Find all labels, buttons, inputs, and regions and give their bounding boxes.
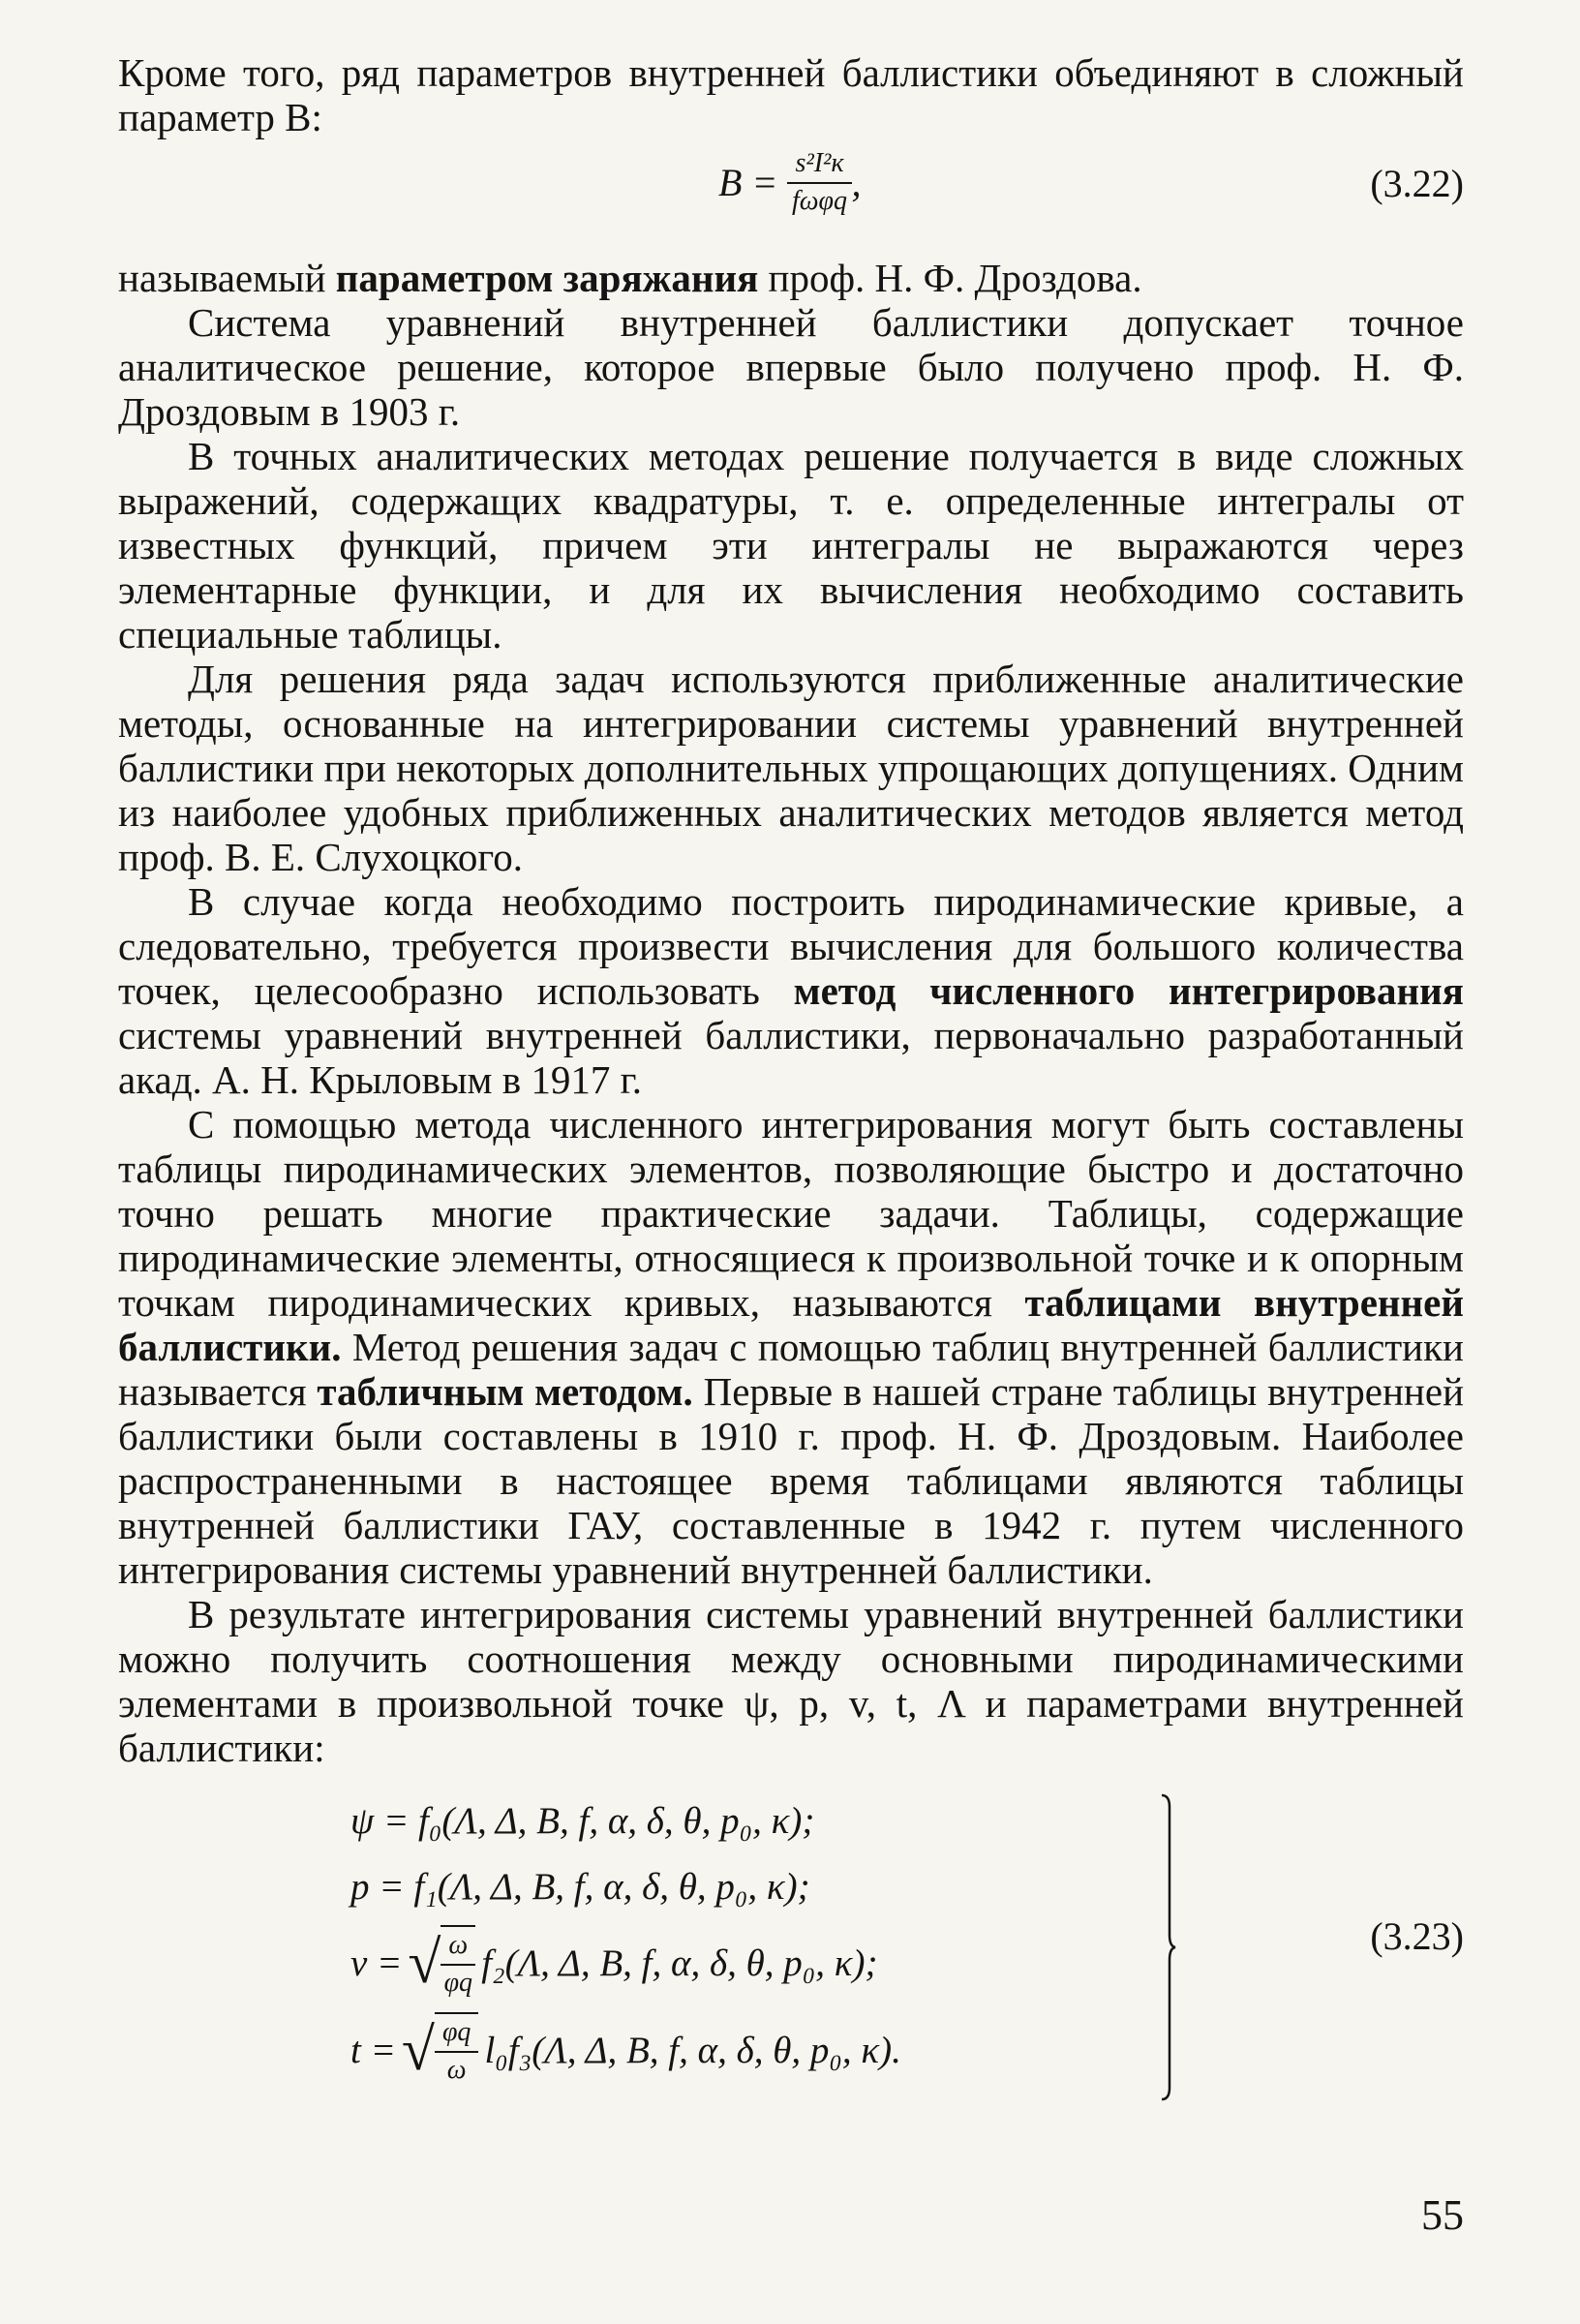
equation-p: p = f₁(Λ, Δ, B, f, α, δ, θ, p₀, κ); bbox=[350, 1865, 810, 1908]
paragraph-1: Кроме того, ряд параметров внутренней баллистики объединяют в сложный параметр B: bbox=[118, 50, 1464, 139]
term-ballistic-tables: таблицами внутренней баллистики. bbox=[118, 1280, 1464, 1369]
equation-v bbox=[350, 1919, 901, 2006]
sqrt-v bbox=[408, 1925, 475, 2001]
paragraph-2-text-a: называемый bbox=[118, 256, 336, 300]
paragraph-4: В точных аналитических методах решение получается в виде сложных выражений, содержащих квадратуры, т. е. определенные интегралы от известных функций, причем эти интегралы не выражаются через элементарные функции, и для их вычисления необходимо составить специальные таблицы. bbox=[118, 434, 1464, 657]
radical-sign: √ bbox=[408, 1930, 441, 1996]
term-numerical-integration: метод численного интегрирования bbox=[793, 968, 1464, 1013]
equation-t bbox=[350, 2006, 901, 2094]
paragraph-8: В результате интегрирования системы уравнений внутренней баллистики можно получить соотношения между основными пиродинамическими элементами в произвольной точке ψ, p, v, t, Λ и параметрами внутренней баллистики: bbox=[118, 1592, 1464, 1770]
paragraph-3: Система уравнений внутренней баллистики допускает точное аналитическое решение, которое впервые было получено проф. Н. Ф. Дроздовым в 1903 г. bbox=[118, 300, 1464, 434]
paragraph-6 bbox=[118, 879, 1464, 1102]
equation-number-3-23: (3.23) bbox=[1370, 1914, 1464, 1958]
paragraph-6-text-a: В случае когда необходимо построить пиродинамические кривые, а следовательно, требуется произвести вычисления для большого количества точек, целесообразно использовать bbox=[118, 879, 1464, 1013]
radical-sign: √ bbox=[401, 2017, 435, 2083]
formula-fraction bbox=[787, 145, 851, 219]
formula-tail: , bbox=[851, 160, 862, 204]
formula-3-23 bbox=[118, 1788, 1464, 2107]
formula-numerator: s²I²к bbox=[787, 145, 851, 184]
paragraph-5: Для решения ряда задач используются приближенные аналитические методы, основанные на интегрировании системы уравнений внутренней баллистики при некоторых дополнительных упрощающих допущениях. Одним из наиболее удобных приближенных аналитических методов является метод проф. В. Е. Слухоцкого. bbox=[118, 657, 1464, 879]
sqrt-v-numerator: ω bbox=[441, 1927, 475, 1966]
paragraph-7 bbox=[118, 1102, 1464, 1592]
equation-psi: ψ = f₀(Λ, Δ, B, f, α, δ, θ, p₀, κ); bbox=[350, 1799, 815, 1842]
equation-t-lhs: t = bbox=[350, 2029, 396, 2071]
formula-3-22 bbox=[118, 139, 1464, 256]
formula-lhs: B = bbox=[718, 160, 778, 204]
term-tabular-method: табличным методом. bbox=[317, 1369, 693, 1414]
paragraph-2 bbox=[118, 256, 1464, 300]
term-loading-parameter: параметром заряжания bbox=[335, 256, 759, 300]
equation-number-3-22: (3.22) bbox=[1370, 162, 1464, 205]
sqrt-t bbox=[402, 2012, 479, 2088]
paragraph-6-text-c: системы уравнений внутренней баллистики, первоначально разработанный акад. А. Н. Крыловым в 1917 г. bbox=[118, 1013, 1464, 1102]
equation-v-lhs: v = bbox=[350, 1942, 403, 1984]
sqrt-v-denominator: φq bbox=[443, 1968, 473, 1998]
equation-v-rest: f₂(Λ, Δ, B, f, α, δ, θ, p₀, κ); bbox=[481, 1942, 878, 1984]
sqrt-t-numerator: φq bbox=[435, 2014, 479, 2053]
paragraph-7-text-a: С помощью метода численного интегрирования могут быть составлены таблицы пиродинамических элементов, позволяющие быстро и достаточно точно решать многие практические задачи. Таблицы, содержащие пиродинамические элементы, относящиеся к произвольной точке и к опорным точкам пиродинамических кривых, называются bbox=[118, 1102, 1464, 1325]
sqrt-t-denominator: ω bbox=[446, 2055, 467, 2085]
page-body bbox=[118, 50, 1464, 2107]
paragraph-7-text-e: Первые в нашей стране таблицы внутренней баллистики были составлены в 1910 г. проф. Н. Ф. Дроздовым. Наиболее распространенными в настоящее время таблицами являются таблицы внутренней баллистики ГАУ, составленные в 1942 г. путем численного интегрирования системы уравнений внутренней баллистики. bbox=[118, 1369, 1465, 1592]
paragraph-2-text-c: проф. Н. Ф. Дроздова. bbox=[758, 256, 1142, 300]
formula-denominator: fωφq bbox=[791, 186, 848, 216]
paragraph-7-text-c: Метод решения задач с помощью таблиц внутренней баллистики называется bbox=[118, 1325, 1464, 1414]
equation-t-rest: l₀f₃(Λ, Δ, B, f, α, δ, θ, p₀, κ). bbox=[484, 2029, 901, 2071]
right-brace bbox=[1160, 1793, 1177, 2101]
page-number: 55 bbox=[1421, 2191, 1464, 2239]
